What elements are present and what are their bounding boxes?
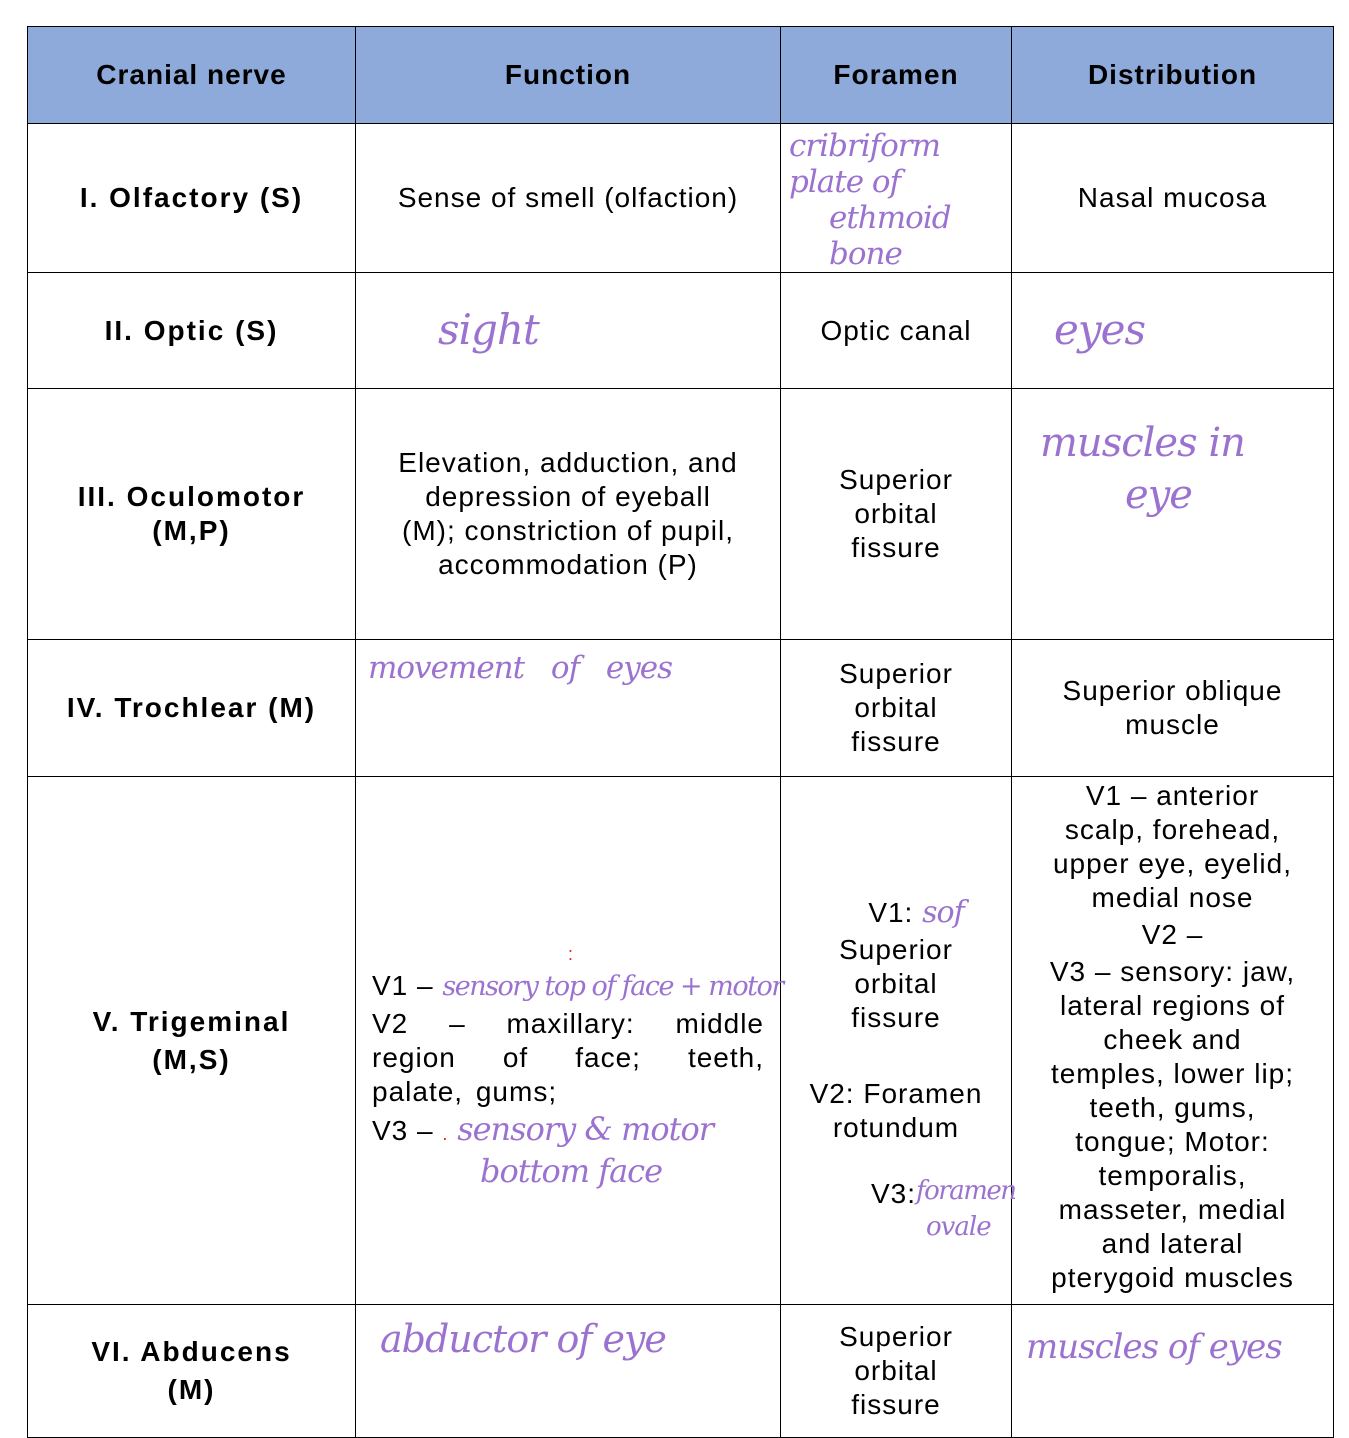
foramen-cell (781, 124, 1012, 273)
nerve-cell: I. Olfactory (S) (28, 124, 356, 273)
handwritten-note: abductor of eye (380, 1317, 666, 1361)
distribution-line: V2 – (1141, 919, 1204, 950)
nerve-cell: II. Optic (S) (28, 273, 356, 389)
function-cell (356, 389, 781, 640)
distribution-line: V1 – anterior (1085, 780, 1260, 811)
distribution-cell (1012, 273, 1334, 389)
handwritten-note: ovale (926, 1212, 991, 1242)
distribution-line: tongue; Motor: (1075, 1126, 1270, 1157)
handwritten-note: eye (1125, 472, 1192, 518)
nerve-type: (M,P) (152, 515, 231, 546)
v3-label: V3: (871, 1178, 917, 1209)
spacer (372, 777, 764, 967)
function-cell (356, 777, 781, 1305)
distribution-line: medial nose (1091, 882, 1254, 913)
distribution-cell (1012, 389, 1334, 640)
function-cell (356, 640, 781, 777)
distribution-line: temporalis, (1098, 1160, 1247, 1191)
mark-dot: : (568, 944, 575, 964)
handwritten-note: plate of (789, 164, 901, 200)
v2-function-text: V2 – maxillary: middle region of face; teeth, palate, gums; (372, 1008, 764, 1107)
handwritten-note: sensory & motor (457, 1110, 714, 1148)
handwritten-note: sof (922, 895, 964, 930)
handwritten-note: ethmoid bone (829, 200, 951, 272)
mark-dot: . (442, 1124, 449, 1144)
nerve-name: VI. Abducens (91, 1336, 292, 1367)
function-cell (356, 273, 781, 389)
table-row (28, 124, 1334, 273)
table-row (28, 389, 1334, 640)
foramen-line: Superior (839, 658, 953, 689)
v3-label: V3 – (372, 1115, 434, 1146)
distribution-line: and lateral (1101, 1228, 1244, 1259)
distribution-line: scalp, forehead, (1064, 814, 1281, 845)
foramen-line: orbital (854, 968, 938, 999)
distribution-line: lateral regions of (1059, 990, 1285, 1021)
header-cranial-nerve: Cranial nerve (28, 27, 356, 124)
foramen-line: rotundum (832, 1112, 960, 1143)
foramen-cell (781, 389, 1012, 640)
v1-label: V1 – (372, 970, 434, 1001)
table-row (28, 273, 1334, 389)
distribution-line: temples, lower lip; (1050, 1058, 1295, 1089)
foramen-line: orbital (854, 498, 938, 529)
distribution-cell (1012, 640, 1334, 777)
handwritten-note: sight (438, 304, 539, 354)
foramen-line: Superior (839, 1321, 953, 1352)
header-function: Function (356, 27, 781, 124)
foramen-line: V2: Foramen (809, 1078, 983, 1109)
handwritten-note: sensory top of face + motor (442, 971, 783, 1002)
header-foramen: Foramen (781, 27, 1012, 124)
nerve-type: (M,S) (152, 1043, 231, 1075)
distribution-line: teeth, gums, (1089, 1092, 1256, 1123)
foramen-line: Superior (839, 464, 953, 495)
spacer (785, 1145, 1007, 1173)
nerve-name: V. Trigeminal (92, 1005, 291, 1037)
distribution-cell: Nasal mucosa (1012, 124, 1334, 273)
foramen-line: fissure (851, 532, 941, 563)
distribution-line: Superior oblique (1062, 675, 1283, 706)
nerve-cell: IV. Trochlear (M) (28, 640, 356, 777)
handwritten-note-group (916, 1173, 1016, 1245)
distribution-line: muscle (1125, 709, 1220, 740)
v1-label: V1: (868, 897, 914, 928)
function-line: accommodation (P) (438, 549, 698, 580)
nerve-name: III. Oculomotor (77, 481, 306, 512)
nerve-cell (28, 389, 356, 640)
distribution-cell (1012, 777, 1334, 1305)
v1-foramen-line (785, 893, 1007, 933)
handwritten-note: foramen (916, 1176, 1016, 1206)
handwritten-note: movement of eyes (368, 650, 673, 686)
nerve-cell (28, 777, 356, 1305)
foramen-line: fissure (851, 726, 941, 757)
function-cell (356, 1305, 781, 1438)
distribution-line: cheek and (1103, 1024, 1242, 1055)
table-row (28, 777, 1334, 1305)
v3-foramen-line (785, 1173, 1016, 1245)
foramen-line: orbital (854, 1355, 938, 1386)
cranial-nerve-table (27, 26, 1334, 1438)
foramen-cell (781, 640, 1012, 777)
foramen-cell (781, 777, 1016, 1305)
handwritten-note: muscles in (1040, 420, 1245, 466)
table-row (28, 640, 1334, 777)
function-line: depression of eyeball (425, 481, 711, 512)
spacer (785, 1035, 1007, 1077)
foramen-line: fissure (851, 1002, 941, 1033)
handwritten-note: cribriform (789, 128, 941, 164)
distribution-line: pterygoid muscles (1051, 1262, 1294, 1293)
distribution-cell (1012, 1305, 1334, 1438)
distribution-line: V3 – sensory: jaw, (1049, 956, 1296, 987)
header-distribution: Distribution (1012, 27, 1334, 124)
function-line: (M); constriction of pupil, (402, 515, 734, 546)
function-line: Elevation, adduction, and (398, 447, 738, 478)
nerve-type: (M) (167, 1374, 216, 1405)
v3-function-line (372, 1109, 764, 1151)
handwritten-note: bottom face (480, 1152, 663, 1190)
foramen-line: fissure (851, 1389, 941, 1420)
nerve-cell (28, 1305, 356, 1438)
v1-function-line (372, 967, 783, 1007)
foramen-line: Superior (839, 934, 953, 965)
handwritten-note: muscles of eyes (1026, 1327, 1282, 1367)
foramen-cell (781, 1305, 1012, 1438)
distribution-line: masseter, medial (1058, 1194, 1287, 1225)
header-row (28, 27, 1334, 124)
foramen-line: orbital (854, 692, 938, 723)
handwritten-note: eyes (1054, 304, 1145, 354)
distribution-line: upper eye, eyelid, (1052, 848, 1293, 879)
foramen-cell: Optic canal (781, 273, 1012, 389)
table-row (28, 1305, 1334, 1438)
function-cell: Sense of smell (olfaction) (356, 124, 781, 273)
